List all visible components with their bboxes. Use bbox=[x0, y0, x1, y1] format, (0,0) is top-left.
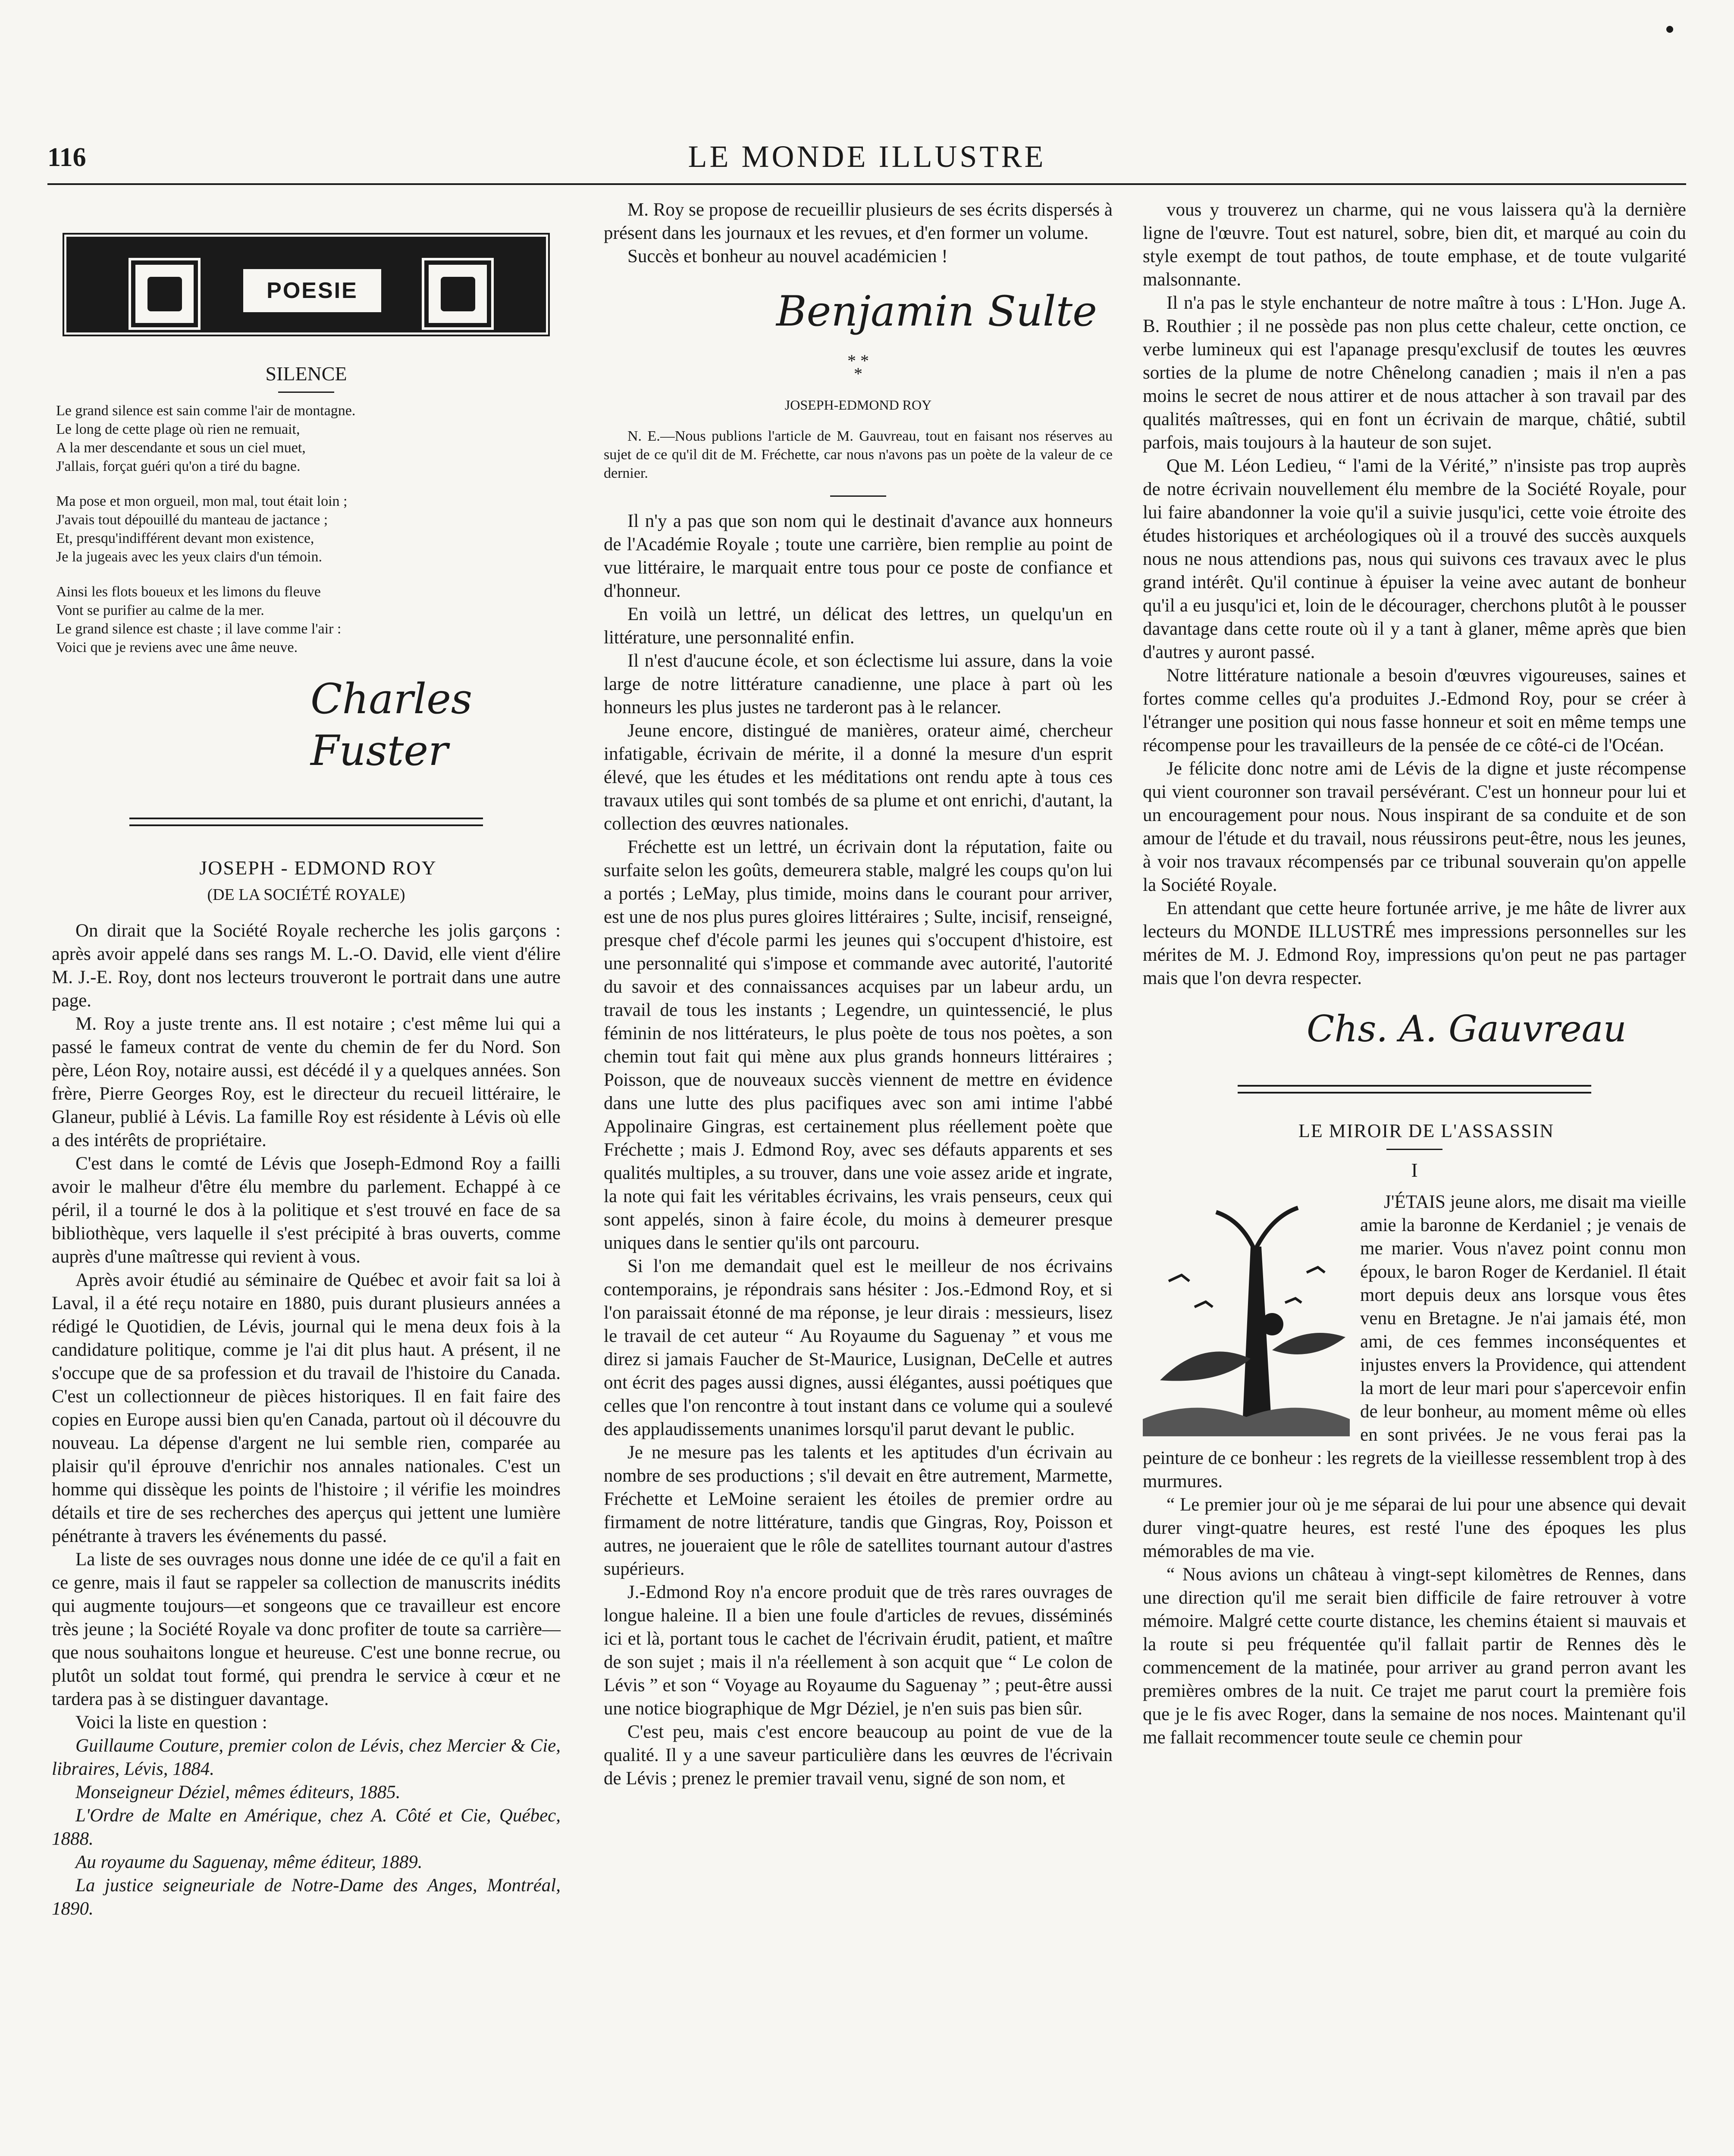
story-title: LE MIROIR DE L'ASSASSIN bbox=[1298, 1120, 1554, 1141]
paragraph: C'est dans le comté de Lévis que Joseph-Edmond Roy a failli avoir le malheur d'être élu membre du parlement. Echappé à ce péril, il a tourné le dos à la politique et s'est trouvé en face de sa bibliothèque, vers laquelle il s'est précipité à bras ouverts, comme auprès d'une maîtresse qui revient à vous. bbox=[52, 1153, 561, 1267]
gauvreau-signature: Chs. A. Gauvreau bbox=[1307, 1008, 1627, 1050]
poem-line: J'allais, forçat guéri qu'on a tiré du bagne. bbox=[56, 458, 301, 474]
title-rule bbox=[278, 392, 334, 393]
paragraph: Fréchette est un lettré, un écrivain dont la réputation, faite ou surfaite selon les goûts, demeurera stable, malgré les coups qu'on lui a portés ; LeMay, plus timide, moins dans le courant pour arriver, est une de nos plus pures gloires littéraires ; Sulte, incisif, renseigné, presque chef d'école parmi les jeunes qui s'occupent d'histoire, est une personnalité qui s'impose et commande avec autorité, l'autorité du savoir et des connaissances acquises par un labeur ardu, un travail de tous les instants ; Legendre, un quintessencié, le plus féminin de nos littérateurs, le plus poète de tous nos poètes, a son chemin tout fait qui mène aux plus grands honneurs littéraires ; Poisson, que de nouveaux succès viennent de mettre en évidence dans une lutte des plus pacifiques avec son ami intime l'abbé Appolinaire Gingras, est certainement plus réellement poète que Fréchette ; mais J. Edmond Roy, avec ses défauts apparents et ses qualités multiples, a su trouver, dans une voie assez aride et ingrate, la note qui fait les véritables écrivains, les vrais penseurs, ceux qui sont appelés, sinon à faire école, du moins à demeurer presque uniques dans le sentier qu'ils ont parcouru. bbox=[604, 837, 1113, 1253]
poem-line: J'avais tout dépouillé du manteau de jactance ; bbox=[56, 512, 328, 528]
poesie-label: POESIE bbox=[243, 269, 381, 312]
article-body-col2 bbox=[604, 510, 1113, 1790]
poem-line: A la mer descendante et sous un ciel muet, bbox=[56, 440, 306, 456]
masthead-title: LE MONDE ILLUSTRE bbox=[688, 139, 1046, 174]
poesie-banner bbox=[60, 231, 552, 338]
paragraph: Que M. Léon Ledieu, “ l'ami de la Vérité,” n'insiste pas trop auprès de notre écrivain nouvellement élu membre de la Société Royale, pour lui faire abandonner la voie qu'il a suivie jusqu'ici, cette voie étroite des études historiques et archéologiques où il a trouvé des succès auxquels nous ne nous attendions pas, nous qui suivons ces travaux avec le plus grand intérêt. Qu'il continue à épuiser la veine avec autant de bonheur qu'il a eu jusqu'ici et, loin de le décourager, cherchons plutôt à le pousser davantage dans cette route où il y a tant à glaner, même après que bien d'autres y auront passé. bbox=[1143, 456, 1686, 662]
paragraph: Je ne mesure pas les talents et les aptitudes d'un écrivain au nombre de ses productions ; s'il devait en être autrement, Marmette, Fréchette et LeMoine seraient les étoiles de premier ordre au firmament de notre littérature, tandis que Gingras, Roy, Poisson et autres, ne joueraient que le rôle de satellites tournant autour d'astres supérieurs. bbox=[604, 1442, 1113, 1579]
story-paragraph: “ Le premier jour où je me séparai de lui pour une absence qui devait durer vingt-quatre heures, est resté l'une des époques les plus mémorables de ma vie. bbox=[1143, 1495, 1686, 1561]
article-subtitle: (DE LA SOCIÉTÉ ROYALE) bbox=[207, 886, 405, 904]
paragraph: Je félicite donc notre ami de Lévis de la digne et juste récompense qui vient couronner son travail persévérant. C'est un honneur pour lui et un encouragement pour nous. Nous inspirant de sa conduite et de son amour de l'étude et du travail, nous réussirons peut-être, nous les jeunes, à voir nos travaux récompensés par ce tribunal souverain qu'on appelle la Société Royale. bbox=[1143, 758, 1686, 895]
paragraph: Jeune encore, distingué de manières, orateur aimé, chercheur infatigable, écrivain de mérite, il a donné la mesure d'un esprit élevé, que les études et les méditations ont rendu apte à tous ces travaux utiles qui sont tombés de sa plume et ont enrichi, d'autant, la collection des œuvres nationales. bbox=[604, 721, 1113, 834]
work-entry: La justice seigneuriale de Notre-Dame des Anges, Montréal, 1890. bbox=[52, 1875, 561, 1919]
header-rule bbox=[47, 183, 1686, 185]
page-number: 116 bbox=[47, 143, 86, 172]
paragraph: vous y trouverez un charme, qui ne vous laissera qu'à la dernière ligne de l'œuvre. Tout est naturel, sobre, bien dit, et marqué au coin du style exempt de tout pathos, de toute emphase, et de toute vulgarité malsonnante. bbox=[1143, 200, 1686, 290]
section-divider bbox=[129, 818, 483, 826]
paragraph: On dirait que la Société Royale recherche les jolis garçons : après avoir appelé dans ses rangs M. L.-O. David, elle vient d'élire M. J.-E. Roy, dont nos lecteurs trouveront le portrait dans une autre page. bbox=[52, 921, 561, 1011]
paragraph: Il n'y a pas que son nom qui le destinait d'avance aux honneurs de l'Académie Royale ; toute une carrière, bien remplie au point de vue littéraire, le marquait entre tous pour ce poste de confiance et d'honneur. bbox=[604, 511, 1113, 601]
article-title: JOSEPH - EDMOND ROY bbox=[199, 857, 437, 879]
poem-stanza bbox=[56, 401, 561, 476]
stars-separator: * * * bbox=[847, 351, 869, 383]
poem-title: SILENCE bbox=[265, 363, 347, 385]
paragraph: M. Roy se propose de recueillir plusieurs de ses écrits dispersés à présent dans les journaux et les revues, et d'en former un volume. bbox=[604, 200, 1113, 243]
story-title-rule bbox=[1386, 1149, 1442, 1150]
poem-stanza bbox=[56, 492, 561, 566]
story-paragraph: J'ÉTAIS jeune alors, me disait ma vieille amie la baronne de Kerdaniel ; je venais de me marier. Vous n'avez point connu mon époux, le baron Roger de Kerdaniel. Il était mort depuis deux ans lorsque vous êtes venu en Bretagne. Je n'ai jamais été, mon ami, de ces femmes inconséquentes et injustes envers la Providence, qui attendent la mort de leur mari pour s'apercevoir enfin de leur bonheur, au moment même où elles en sont privées. Je ne vous ferai pas la peinture de ce bonheur : les regrets de la vieillesse ressemblent trop à des murmures. bbox=[1143, 1192, 1686, 1492]
tree-bird-illustration-icon bbox=[1143, 1195, 1350, 1436]
poem-line: Voici que je reviens avec une âme neuve. bbox=[56, 639, 298, 655]
paragraph: Notre littérature nationale a besoin d'œuvres vigoureuses, saines et fortes comme celles qu'a produites J.-Edmond Roy, pour se créer à l'étranger une position qui nous fasse honneur et soit en même temps une récompense pour les travailleurs de la pensée de ce côté-ci de l'Océan. bbox=[1143, 665, 1686, 755]
paragraph: Après avoir étudié au séminaire de Québec et avoir fait sa loi à Laval, il a été reçu notaire en 1880, puis durant plusieurs années a rédigé le Quotidien, de Lévis, journal qui le mena deux fois à la candidature politique, comme je l'ai dit plus haut. A présent, il ne s'occupe que de sa profession et du travail de l'histoire du Canada. C'est un collectionneur de pièces historiques. Il en fait faire des copies en Europe aussi bien qu'en Canada, partout où il découvre du nouveau. La dépense d'argent ne lui semble rien, comparée au plaisir qu'il éprouve d'enrichir nos annales nationales. C'est un homme qui dissèque les points de l'histoire ; il vérifie les moindres détails et tire de ses recherches des aperçus qui jettent une lumière pénétrante à travers les événements du passé. bbox=[52, 1270, 561, 1546]
paragraph: Il n'a pas le style enchanteur de notre maître à tous : L'Hon. Juge A. B. Routhier ; il ne possède pas non plus cette chaleur, cette onction, ce verbe lumineux qui est l'apanage presqu'exclusif de toutes les œuvres sorties de la plume de notre Chênelong canadien ; mais il n'en a pas moins le secret de nous attirer et de nous attacher à son travail par des qualités maîtresses, qui en font un écrivain de marque, châtié, subtil parfois, mais toujours à la hauteur de son sujet. bbox=[1143, 293, 1686, 453]
ornament-right-icon bbox=[424, 260, 491, 327]
article-body-col1 bbox=[52, 919, 561, 1921]
paragraph: Succès et bonheur au nouvel académicien ! bbox=[627, 246, 948, 266]
ornament-left-icon bbox=[131, 260, 198, 327]
sulte-signature: Benjamin Sulte bbox=[776, 287, 1097, 335]
poem-line: Le grand silence est chaste ; il lave comme l'air : bbox=[56, 621, 342, 637]
poem bbox=[56, 401, 561, 657]
work-entry: Guillaume Couture, premier colon de Lévis, chez Mercier & Cie, libraires, Lévis, 1884. bbox=[52, 1736, 561, 1779]
work-entry: Au royaume du Saguenay, même éditeur, 1889. bbox=[75, 1852, 423, 1872]
chapter-number: I bbox=[1411, 1159, 1418, 1181]
paragraph: La liste de ses ouvrages nous donne une idée de ce qu'il a fait en ce genre, mais il faut se rappeler sa collection de manuscrits inédits qui augmente toujours—et songeons que ce travailleur est encore très jeune ; la Société Royale va donc profiter de toute sa carrière—que nous souhaitons longue et heureuse. C'est une bonne recrue, ou plutôt un soldat tout formé, qui prendra le service à cœur et ne tardera pas à se distinguer davantage. bbox=[52, 1549, 561, 1709]
paragraph: Voici la liste en question : bbox=[75, 1712, 267, 1733]
paragraph: C'est peu, mais c'est encore beaucoup au point de vue de la qualité. Il y a une saveur particulière dans les œuvres de l'écrivain de Lévis ; prenez le premier travail venu, signé de son nom, et bbox=[604, 1722, 1113, 1789]
note-rule bbox=[830, 495, 886, 497]
poem-signature: Charles Fuster bbox=[310, 675, 473, 775]
work-entry: Monseigneur Déziel, mêmes éditeurs, 1885. bbox=[75, 1782, 401, 1802]
section-divider-2 bbox=[1238, 1085, 1591, 1094]
editor-note: N. E.—Nous publions l'article de M. Gauvreau, tout en faisant nos réserves au sujet de ce qu'il dit de M. Fréchette, car nous n'avons pas un poète de la valeur de ce dernier. bbox=[604, 428, 1113, 481]
paragraph: M. Roy a juste trente ans. Il est notaire ; c'est même lui qui a passé le fameux contrat de vente du chemin de fer du Nord. Son père, Léon Roy, notaire aussi, est décédé il y a quelques années. Son frère, Pierre Georges Roy, est le directeur du recueil littéraire, le Glaneur, publié à Lévis. La famille Roy est résidente à Lévis où elle a des intérêts de propriétaire. bbox=[52, 1014, 561, 1150]
poem-line: Vont se purifier au calme de la mer. bbox=[56, 602, 264, 618]
article-conclusion bbox=[604, 198, 1113, 268]
ink-dot bbox=[1666, 26, 1673, 33]
paragraph: J.-Edmond Roy n'a encore produit que de très rares ouvrages de longue haleine. Il a bien une foule d'articles de revues, disséminés ici et là, portant tous le cachet de l'écrivain érudit, patient, et maître de son sujet ; mais il n'a réellement à son acquit que “ Le colon de Lévis ” et son “ Voyage au Royaume du Saguenay ” ; peut-être aussi une notice biographique de Mgr Déziel, je n'en suis pas bien sûr. bbox=[604, 1582, 1113, 1719]
work-entry: L'Ordre de Malte en Amérique, chez A. Côté et Cie, Québec, 1888. bbox=[52, 1805, 561, 1849]
story-paragraph: “ Nous avions un château à vingt-sept kilomètres de Rennes, dans une direction qu'il me serait bien difficile de faire retrouver à votre mémoire. Malgré cette courte distance, les chemins étaient si mauvais et la route si peu fréquentée qu'il fallait partir de Rennes dès le commencement de la matinée, pour arriver au grand perron avant les premières ombres de la nuit. Ce trajet me parut court la première fois que je le fis avec Roger, dans la semaine de nos noces. Maintenant qu'il me fallait recommencer toute seule ce chemin pour bbox=[1143, 1564, 1686, 1748]
paragraph: Il n'est d'aucune école, et son éclectisme lui assure, dans la voie large de notre littérature canadienne, une place à part où les honneurs les plus justes ne tarderont pas à le relancer. bbox=[604, 651, 1113, 718]
poem-line: Ma pose et mon orgueil, mon mal, tout était loin ; bbox=[56, 493, 348, 509]
poem-line: Le long de cette plage où rien ne remuait, bbox=[56, 421, 300, 437]
poem-line: Ainsi les flots boueux et les limons du fleuve bbox=[56, 584, 321, 600]
article-body-col3 bbox=[1143, 198, 1686, 990]
paragraph: En attendant que cette heure fortunée arrive, je me hâte de livrer aux lecteurs du MONDE ILLUSTRÉ mes impressions personnelles sur les mérites de M. J. Edmond Roy, impressions qu'on peut ne pas partager mais que l'on devra respecter. bbox=[1143, 898, 1686, 988]
poem-stanza bbox=[56, 583, 561, 657]
poem-line: Le grand silence est sain comme l'air de montagne. bbox=[56, 403, 356, 419]
second-heading: JOSEPH-EDMOND ROY bbox=[784, 397, 932, 413]
column-3 bbox=[1143, 198, 1686, 1749]
paragraph: Si l'on me demandait quel est le meilleur de nos écrivains contemporains, je répondrais sans hésiter : Jos.-Edmond Roy, et si l'on paraissait étonné de ma réponse, je leur dirais : messieurs, lisez le travail de cet auteur “ Au Royaume du Saguenay ” et vous me direz si jamais Faucher de St-Maurice, Lusignan, DeCelle et autres ont écrit des pages aussi dignes, aussi élégantes, aussi poétiques que celles que l'on rencontre à tout instant dans ce volume qui a soulevé des applaudissements unanimes lorsqu'il parut devant le public. bbox=[604, 1256, 1113, 1439]
poem-line: Je la jugeais avec les yeux clairs d'un témoin. bbox=[56, 549, 322, 565]
column-1 bbox=[52, 198, 561, 1921]
poem-line: Et, presqu'indifférent devant mon existence, bbox=[56, 530, 314, 546]
paragraph: En voilà un lettré, un délicat des lettres, un quelqu'un en littérature, une personnalité enfin. bbox=[604, 604, 1113, 648]
column-2 bbox=[604, 198, 1113, 1790]
